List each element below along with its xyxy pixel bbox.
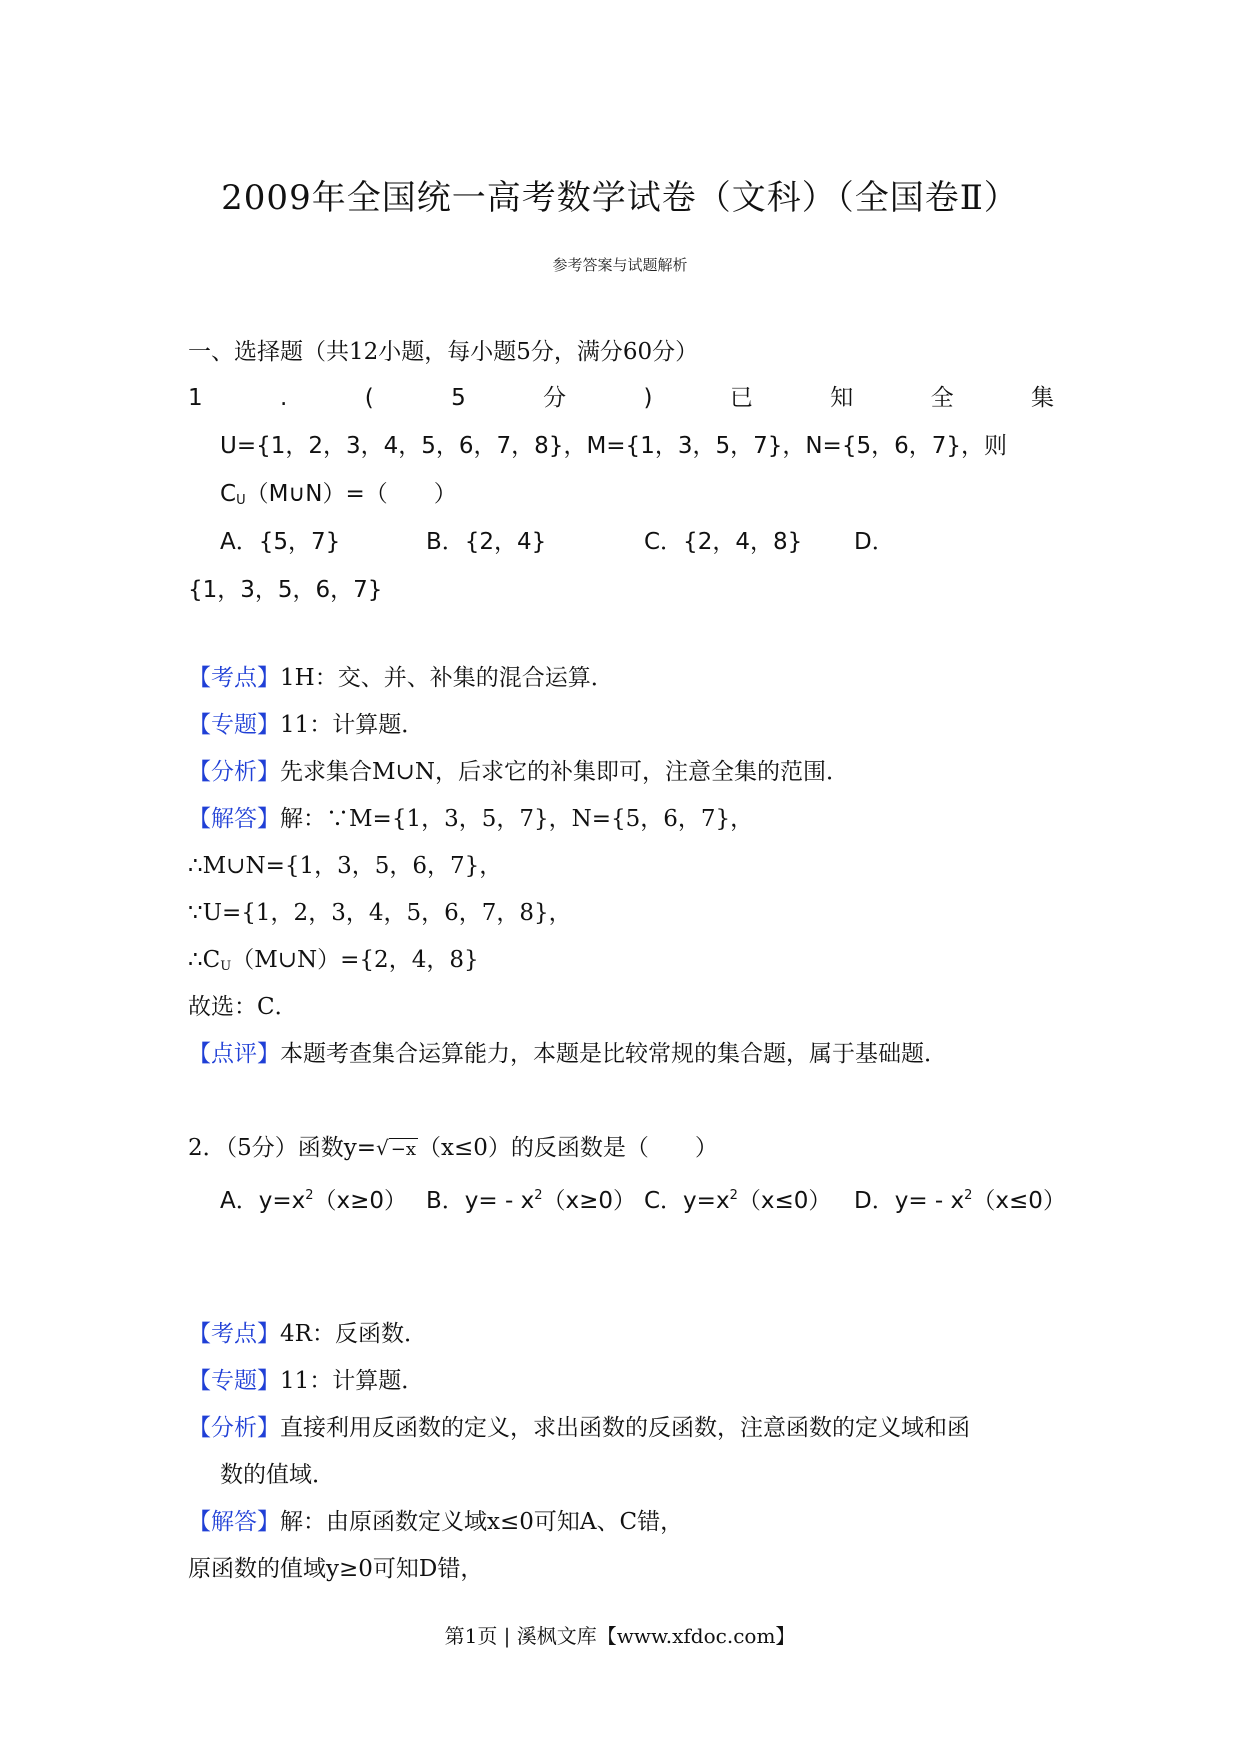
section-heading: 一、选择题（共12小题，每小题5分，满分60分） xyxy=(188,339,699,365)
q2-fenxi xyxy=(188,1412,970,1444)
complement-symbol: C xyxy=(220,481,237,507)
q1-step1: ∴M∪N={1，3，5，6，7}， xyxy=(188,853,503,879)
q1-stem-char: 集 xyxy=(1030,385,1054,411)
fenxi-text: 直接利用反函数的定义，求出函数的反函数，注意函数的定义域和函 xyxy=(280,1415,970,1441)
q1-step4: 故选：C． xyxy=(188,994,298,1020)
q1-stem-char: 知 xyxy=(830,385,854,411)
q1-stem-char: . xyxy=(280,385,288,411)
q1-option-d[interactable]: D． xyxy=(854,529,895,555)
q2-option-c-text: C．y=x xyxy=(644,1188,730,1214)
q1-step3-prefix: ∴C xyxy=(188,947,221,973)
radicand: −x xyxy=(390,1139,417,1160)
q1-fenxi xyxy=(188,756,849,788)
q2-stem-prefix: 2．（5分）函数y= xyxy=(188,1135,377,1161)
q1-step2: ∵U={1，2，3，4，5，6，7，8}， xyxy=(188,900,572,926)
q1-kaodian xyxy=(188,662,614,694)
jieda-text: 解：∵M={1，3，5，7}，N={5，6，7}， xyxy=(280,806,754,832)
q2-option-d-domain: （x≤0） xyxy=(972,1188,1066,1214)
zhuanti-tag: 【专题】 xyxy=(188,712,280,738)
q1-stem-char: 分 xyxy=(543,385,567,411)
dianping-tag: 【点评】 xyxy=(188,1041,280,1067)
q1-stem-line3 xyxy=(220,478,457,517)
q2-option-d[interactable] xyxy=(854,1180,1066,1217)
complement-subscript: U xyxy=(236,493,246,508)
radical-sign: √ xyxy=(376,1136,389,1160)
q1-option-b[interactable]: B．{2，4} xyxy=(426,529,547,555)
q1-zhuanti xyxy=(188,709,424,741)
kaodian-tag: 【考点】 xyxy=(188,665,280,691)
q1-option-d-continued: {1，3，5，6，7} xyxy=(188,577,383,603)
q2-step1: 原函数的值域y≥0可知D错， xyxy=(188,1556,484,1582)
superscript: 2 xyxy=(729,1188,738,1203)
superscript: 2 xyxy=(305,1188,314,1203)
zhuanti-tag: 【专题】 xyxy=(188,1368,280,1394)
q1-stem-line1 xyxy=(188,382,1054,414)
q2-option-c[interactable] xyxy=(644,1180,831,1217)
q1-options xyxy=(220,526,1060,558)
jieda-tag: 【解答】 xyxy=(188,806,280,832)
q2-option-d-text: D．y= - x xyxy=(854,1188,965,1214)
q1-stem-char: 5 xyxy=(451,385,466,411)
jieda-tag: 【解答】 xyxy=(188,1509,280,1535)
q1-stem-line2: U={1，2，3，4，5，6，7，8}，M={1，3，5，7}，N={5，6，7}，则 xyxy=(220,433,1007,459)
q1-option-c[interactable]: C．{2，4，8} xyxy=(644,529,803,555)
q2-option-b-domain: （x≥0） xyxy=(542,1188,637,1214)
q2-kaodian xyxy=(188,1318,427,1350)
fenxi-tag: 【分析】 xyxy=(188,759,280,785)
q2-options xyxy=(220,1180,1066,1214)
jieda-text: 解：由原函数定义域x≤0可知A、C错， xyxy=(280,1509,684,1535)
fenxi-tag: 【分析】 xyxy=(188,1415,280,1441)
q2-option-a[interactable] xyxy=(220,1180,407,1217)
q2-stem xyxy=(188,1132,718,1166)
zhuanti-text: 11：计算题． xyxy=(280,712,425,738)
q2-option-c-domain: （x≤0） xyxy=(737,1188,832,1214)
q1-step3 xyxy=(188,944,479,983)
q1-step3-rest: （M∪N）={2，4，8} xyxy=(231,947,479,973)
superscript: 2 xyxy=(534,1188,543,1203)
q2-option-b[interactable] xyxy=(426,1180,636,1217)
zhuanti-text: 11：计算题． xyxy=(280,1368,425,1394)
page-subtitle: 参考答案与试题解析 xyxy=(552,256,688,274)
dianping-text: 本题考查集合运算能力，本题是比较常规的集合题，属于基础题． xyxy=(280,1041,947,1067)
q2-jieda xyxy=(188,1506,683,1538)
page-title: 2009年全国统一高考数学试卷（文科）（全国卷Ⅱ） xyxy=(221,178,1019,218)
q2-stem-rest: （x≤0）的反函数是（ ） xyxy=(418,1135,718,1161)
kaodian-text: 4R：反函数． xyxy=(280,1321,427,1347)
fenxi-text: 先求集合M∪N，后求它的补集即可，注意全集的范围． xyxy=(280,759,849,785)
superscript: 2 xyxy=(964,1188,973,1203)
page-footer: 第1页 | 溪枫文库【www.xfdoc.com】 xyxy=(444,1624,796,1648)
q1-stem-char: 已 xyxy=(729,385,753,411)
q2-option-b-text: B．y= - x xyxy=(426,1188,535,1214)
kaodian-text: 1H：交、并、补集的混合运算． xyxy=(280,665,614,691)
q1-jieda xyxy=(188,803,753,835)
q1-stem-char: ( xyxy=(364,385,374,411)
q1-stem-char: ) xyxy=(643,385,653,411)
q2-option-a-text: A．y=x xyxy=(220,1188,306,1214)
q1-option-a[interactable]: A．{5，7} xyxy=(220,529,341,555)
complement-subscript: U xyxy=(220,959,232,974)
kaodian-tag: 【考点】 xyxy=(188,1321,280,1347)
q2-zhuanti xyxy=(188,1365,424,1397)
q1-dianping xyxy=(188,1038,947,1070)
sqrt-expression xyxy=(376,1132,418,1166)
q2-option-a-domain: （x≥0） xyxy=(313,1188,408,1214)
q1-stem-line3-rest: （M∪N）=（ ） xyxy=(245,481,457,507)
q2-fenxi-continued: 数的值域． xyxy=(220,1462,335,1488)
q1-stem-char: 1 xyxy=(188,385,203,411)
q1-stem-char: 全 xyxy=(930,385,954,411)
